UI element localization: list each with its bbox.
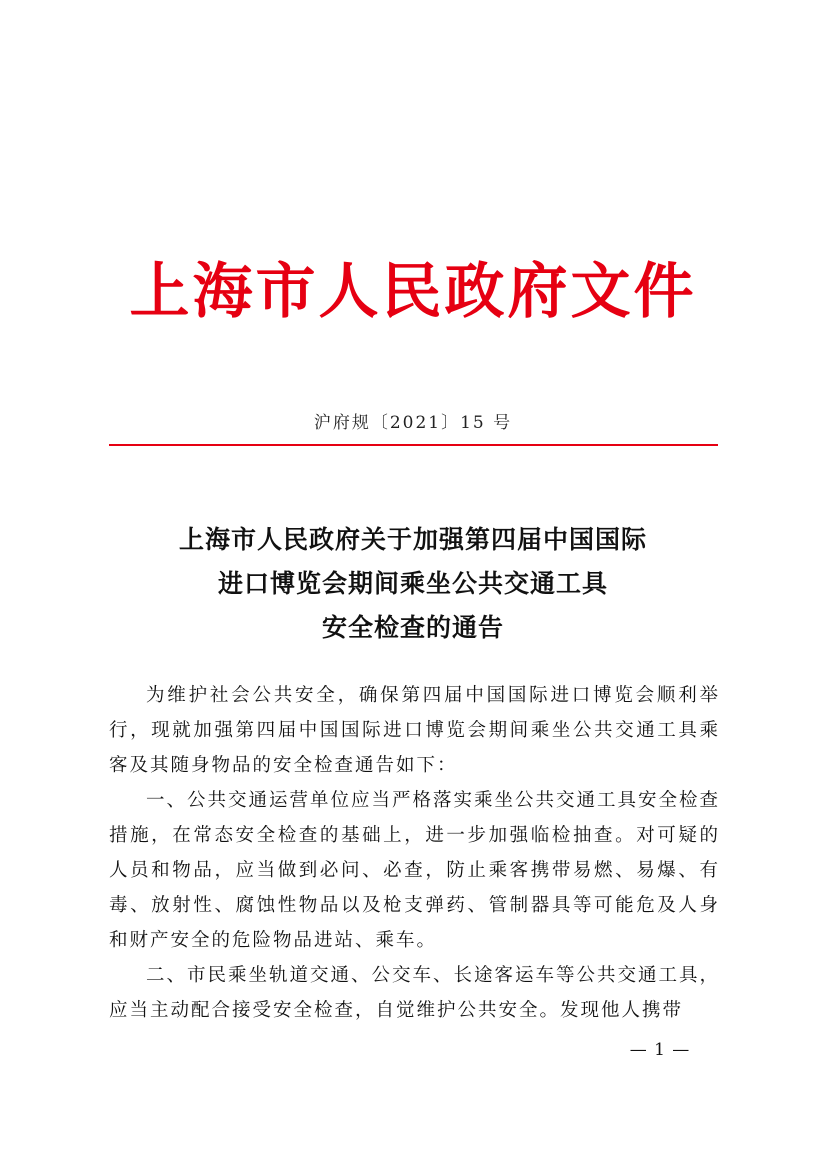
document-title [0,518,826,650]
document-body [109,678,720,1028]
title-line-1: 上海市人民政府关于加强第四届中国国际 [178,525,647,554]
title-line-3: 安全检查的通告 [321,613,504,642]
paragraph-item-2: 二、市民乘坐轨道交通、公交车、长途客运车等公共交通工具，应当主动配合接受安全检查，自觉维护公共安全。发现他人携带 [109,965,721,1021]
page-number: — 1 — [629,1040,691,1060]
red-separator-line [109,444,718,446]
paragraph-item-1: 一、公共交通运营单位应当严格落实乘坐公共交通工具安全检查措施，在常态安全检查的基础上，进一步加强临检抽查。对可疑的人员和物品，应当做到必问、必查，防止乘客携带易燃、易爆、有毒、放射性、腐蚀性物品以及枪支弹药、管制器具等可能危及人身和财产安全的危险物品进站、乘车。 [109,790,721,951]
document-masthead: 上海市人民政府文件 [129,257,697,327]
title-line-2: 进口博览会期间乘坐公共交通工具 [217,569,608,598]
paragraph-intro: 为维护社会公共安全，确保第四届中国国际进口博览会顺利举行，现就加强第四届中国国际进口博览会期间乘坐公共交通工具乘客及其随身物品的安全检查通告如下： [109,685,720,776]
document-number: 沪府规〔2021〕15 号 [313,413,513,433]
